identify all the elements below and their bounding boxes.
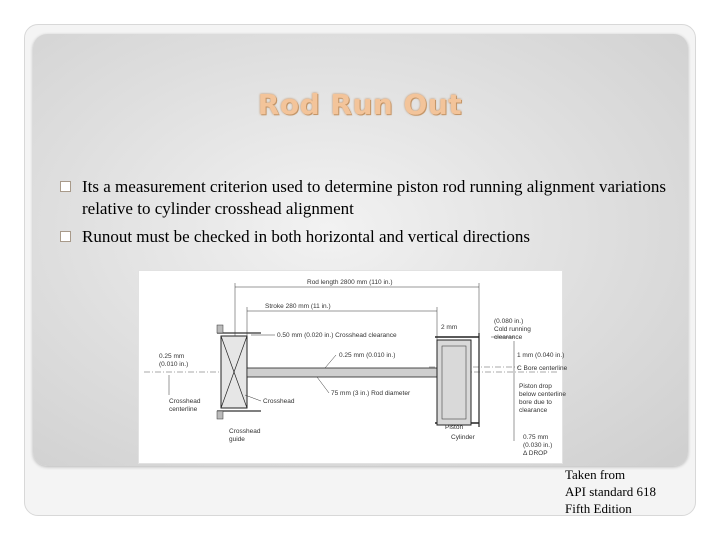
diagram-svg	[139, 271, 568, 463]
bullet-text: Runout must be checked in both horizontal and vertical directions	[82, 227, 531, 246]
bullet-item	[60, 226, 700, 248]
caption-line: Taken from	[565, 467, 626, 482]
crosshead-label: Crosshead	[263, 398, 295, 405]
piston-drop-label: Piston drop	[519, 383, 552, 390]
cold-running-label: (0.080 in.)	[494, 318, 524, 325]
square-bullet-icon	[60, 231, 71, 242]
drop-value-label: (0.030 in.)	[523, 442, 553, 449]
crosshead-guide-label: guide	[229, 436, 245, 443]
bore-centerline-label: C Bore centerline	[517, 365, 568, 372]
rod-runout-diagram	[138, 270, 568, 464]
crosshead-centerline-label: Crosshead	[169, 398, 201, 405]
piston-drop-label: below centerline	[519, 391, 566, 398]
cold-running-label: clearance	[494, 334, 523, 341]
top-gap-label: 2 mm	[441, 324, 458, 331]
left-gap-label: 0.25 mm	[159, 353, 185, 360]
rod-length-label: Rod length 2800 mm (110 in.)	[307, 279, 393, 286]
rod-gap-label: 0.25 mm (0.010 in.)	[339, 352, 396, 359]
piston-rod	[247, 368, 437, 377]
piston-drop-label: clearance	[519, 407, 548, 414]
caption-line: API standard 618	[565, 484, 656, 499]
caption-line: Fifth Edition	[565, 501, 632, 516]
crosshead-guide-label: Crosshead	[229, 428, 261, 435]
cylinder-label: Cylinder	[451, 434, 475, 441]
piston-drop-label: bore due to	[519, 399, 552, 406]
left-gap-label: (0.010 in.)	[159, 361, 189, 368]
piston-label: Piston	[445, 424, 464, 431]
leader-line	[317, 377, 329, 393]
bullet-item	[60, 176, 700, 220]
guide-top-hatch	[217, 325, 223, 333]
rod-diameter-label: 75 mm (3 in.) Rod diameter	[331, 390, 411, 397]
source-caption	[565, 466, 695, 517]
bullet-text: Its a measurement criterion used to determine piston rod running alignment variations relative to cylinder crosshead alignment	[82, 177, 666, 218]
bullet-list	[60, 176, 700, 248]
stroke-label: Stroke 280 mm (11 in.)	[265, 303, 331, 310]
crosshead-clearance-label: 0.50 mm (0.020 in.) Crosshead clearance	[277, 332, 397, 339]
guide-bottom-hatch	[217, 411, 223, 419]
drop-value-label: 0.75 mm	[523, 434, 549, 441]
leader-line	[325, 355, 336, 368]
crosshead-centerline-label: centerline	[169, 406, 198, 413]
drop-value-label: Δ DROP	[523, 450, 548, 457]
square-bullet-icon	[60, 181, 71, 192]
bore-gap-label: 1 mm (0.040 in.)	[517, 352, 565, 359]
cold-running-label: Cold running	[494, 326, 531, 333]
slide-title: Rod Run Out	[257, 88, 463, 121]
